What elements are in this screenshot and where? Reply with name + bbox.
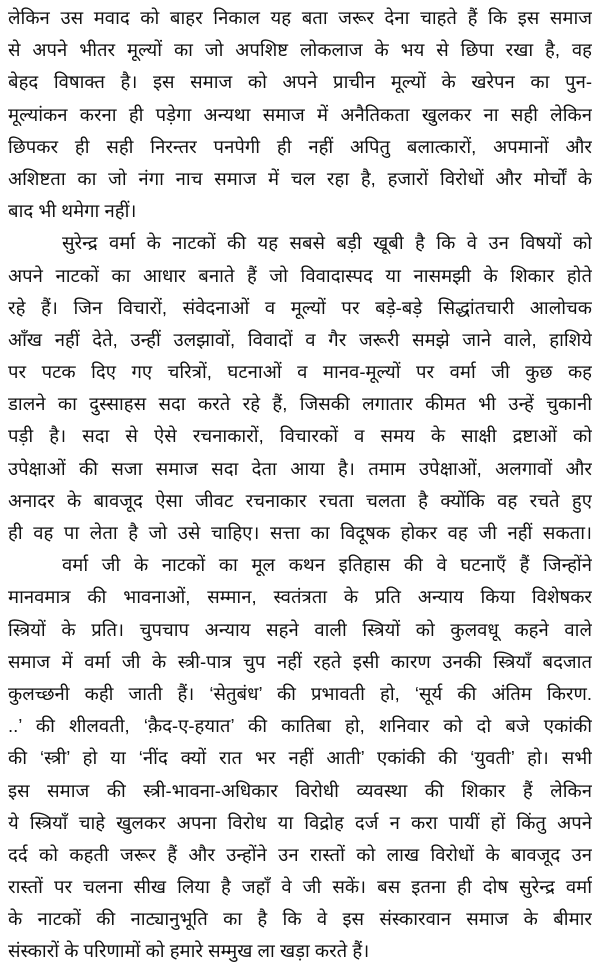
document-page (8, 2, 592, 968)
text-line: बाद भी थमेगा नहीं। (8, 200, 137, 222)
text-line: कुलच्छनी कही जाती हैं। ‘सेतुबंध’ की प्रभावती हो, ‘सूर्य की अंतिम किरण. (8, 682, 592, 704)
text-line: अशिष्टता का जो नंगा नाच समाज में चल रहा है, हजारों विरोधों और मोर्चों के (8, 167, 592, 189)
text-line: पड़ी है। सदा से ऐसे रचनाकारों, विचारकों व समय के साक्षी द्रष्टाओं को (8, 425, 592, 447)
text-line: अपने नाटकों का आधार बनाते हैं जो विवादास्पद या नासमझी के शिकार होते (8, 264, 592, 286)
text-line: दर्द को कहती जरूर हैं और उन्होंने उन रास्तों को लाख विरोधों के बावजूद उन (8, 843, 592, 865)
text-line: डालने का दुस्साहस सदा करते रहे हैं, जिसकी लगातार कीमत भी उन्हें चुकानी (8, 393, 592, 415)
text-line: समाज में वर्मा जी के स्त्री-पात्र चुप नहीं रहते इसी कारण उनकी स्त्रियाँ बदजात (8, 650, 592, 672)
text-line: अनादर के बावजूद ऐसा जीवट रचनाकार रचता चलता है क्योंकि वह रचते हुए (8, 489, 592, 511)
text-line: पर पटक दिए गए चरित्रों, घटनाओं व मानव-मूल्यों पर वर्मा जी कुछ कह (8, 361, 592, 383)
paragraph (8, 227, 592, 549)
text-line: रास्तों पर चलना सीख लिया है जहाँ वे जी सकें। बस इतना ही दोष सुरेन्द्र वर्मा (8, 876, 592, 898)
text-line: संस्कारों के परिणामों को हमारे सम्मुख ला खड़ा करते हैं। (8, 940, 370, 962)
text-line: स्त्रियों के प्रति। चुपचाप अन्याय सहने वाली स्त्रियों को कुलवधू कहने वाले (8, 618, 592, 640)
paragraph (8, 2, 592, 227)
text-line: रहे हैं। जिन विचारों, संवेदनाओं व मूल्यों पर बड़े-बड़े सिद्धांतचारी आलोचक (8, 296, 592, 318)
text-line: मानवमात्र की भावनाओं, सम्मान, स्वतंत्रता के प्रति अन्याय किया विशेषकर (8, 586, 592, 608)
text-line: लेकिन उस मवाद को बाहर निकाल यह बता जरूर देना चाहते हैं कि इस समाज (8, 7, 592, 28)
text-line: की ‘स्त्री’ हो या ‘नींद क्यों रात भर नहीं आती’ एकांकी की ‘युवती’ हो। सभी (8, 747, 592, 769)
text-line: आँख नहीं देते, उन्हीं उलझावों, विवादों व गैर जरूरी समझे जाने वाले, हाशिये (8, 328, 592, 350)
text-line: बेहद विषाक्त है। इस समाज को अपने प्राचीन मूल्यों के खरेपन का पुन- (8, 71, 592, 93)
text-line: सुरेन्द्र वर्मा के नाटकों की यह सबसे बड़ी खूबी है कि वे उन विषयों को (62, 232, 592, 254)
text-line: इस समाज की स्त्री-भावना-अधिकार विरोधी व्यवस्था की शिकार हैं लेकिन (8, 779, 592, 801)
text-line: छिपकर ही सही निरन्तर पनपेगी ही नहीं अपितु बलात्कारों, अपमानों और (8, 135, 592, 157)
text-line: ..’ की शीलवती, ‘क़ैद-ए-हयात’ की कातिबा हो, शनिवार को दो बजे एकांकी (8, 715, 592, 737)
text-line: के नाटकों की नाट्यानुभूति का है कि वे इस संस्कारवान समाज के बीमार (8, 908, 592, 930)
text-line: उपेक्षाओं की सजा समाज सदा देता आया है। तमाम उपेक्षाओं, अलगावों और (8, 457, 592, 479)
text-line: मूल्यांकन करना ही पड़ेगा अन्यथा समाज में अनैतिकता खुलकर ना सही लेकिन (8, 103, 592, 125)
text-line: ही वह पा लेता है जो उसे चाहिए। सत्ता का विदूषक होकर वह जी नहीं सकता। (8, 522, 592, 543)
paragraph (8, 549, 592, 967)
text-line: वर्मा जी के नाटकों का मूल कथन इतिहास की वे घटनाएँ हैं जिन्होंने (62, 554, 592, 576)
text-line: से अपने भीतर मूल्यों का जो अपशिष्ट लोकलाज के भय से छिपा रखा है, वह (8, 39, 592, 61)
text-line: ये स्त्रियाँ चाहे खुलकर अपना विरोध या विद्रोह दर्ज न करा पायीं हों किंतु अपने (8, 811, 592, 833)
